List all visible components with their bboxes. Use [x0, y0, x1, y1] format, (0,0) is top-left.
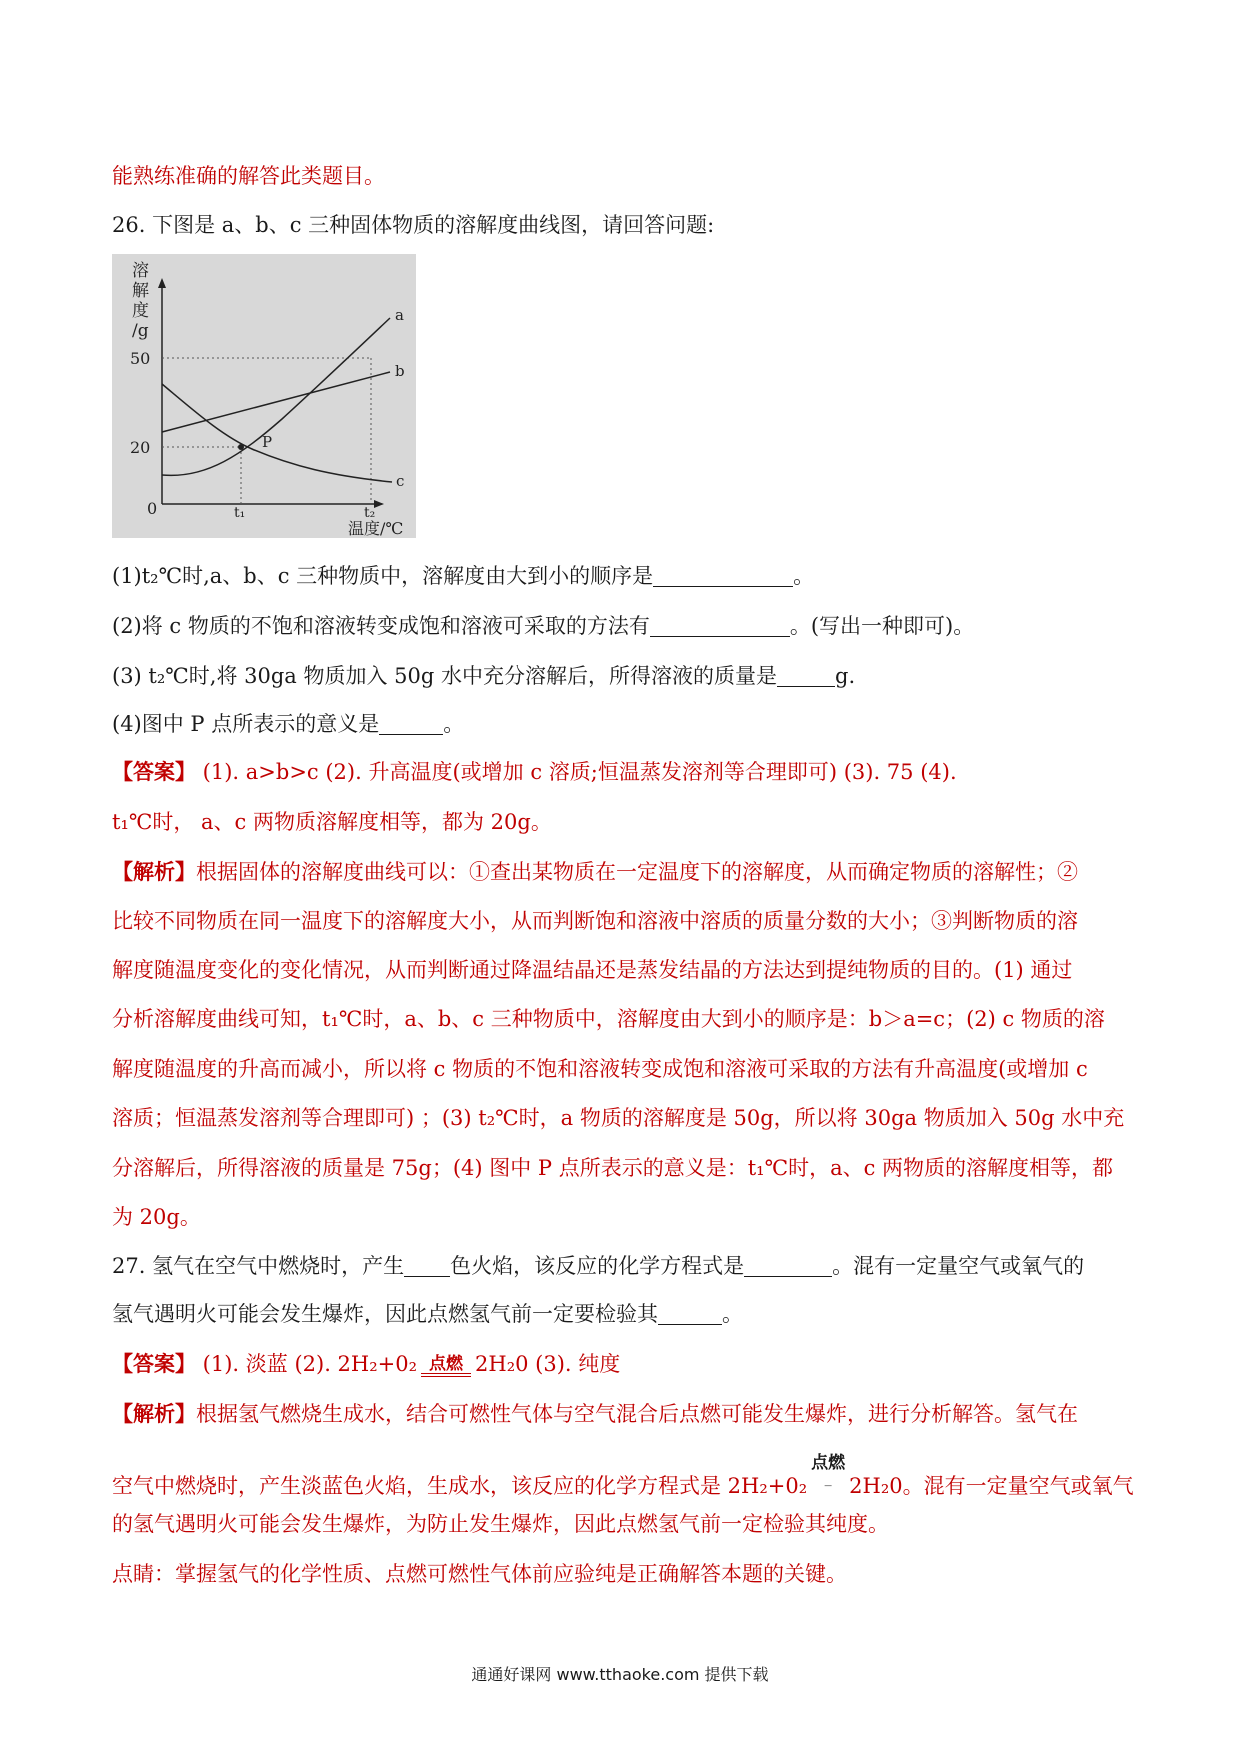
q27-line2-text: 氢气遇明火可能会发生爆炸，因此点燃氢气前一定要检验其	[112, 1302, 658, 1326]
point-p-label: P	[262, 433, 273, 451]
q26-sub4-blank[interactable]	[379, 711, 443, 735]
q27-analysis-text1: 根据氢气燃烧生成水，结合可燃性气体与空气混合后点燃可能发生爆炸，进行分析解答。氢气在	[196, 1402, 1078, 1426]
ytick-20: 20	[130, 438, 151, 457]
q27-answer-tag: 【答案】	[112, 1351, 196, 1376]
q26-sub4-end: 。	[443, 712, 465, 736]
curve-b	[162, 372, 390, 432]
q27-answer-text1: (1). 淡蓝 (2). 2H₂+0₂	[196, 1352, 418, 1376]
origin-label: 0	[147, 499, 158, 518]
q27-line2	[112, 1298, 743, 1328]
q27-analysis-text2a: 空气中燃烧时，产生淡蓝色火焰，生成水，该反应的化学方程式是 2H₂+0₂	[112, 1474, 808, 1498]
q26-analysis-text1: 根据固体的溶解度曲线可以：①查出某物质在一定温度下的溶解度，从而确定物质的溶解性；②	[196, 860, 1078, 884]
q27-analysis-text2b: 2H₂0。混有一定量空气或氧气	[849, 1474, 1134, 1498]
q26-analysis-line1	[112, 856, 1078, 886]
ylabel-char-3: 度	[132, 301, 149, 321]
q27-analysis-eq-mark: _	[824, 1471, 832, 1487]
q27-analysis-line3: 的氢气遇明火可能会发生爆炸，为防止发生爆炸，因此点燃氢气前一定检验其纯度。	[112, 1512, 889, 1536]
y-axis-arrow	[158, 278, 166, 288]
q26-answer-text1: (1). a>b>c (2). 升高温度(或增加 c 溶质;恒温蒸发溶剂等合理即可) (3). 75 (4).	[196, 760, 957, 784]
q27-stem-text2: 色火焰，该反应的化学方程式是	[450, 1254, 745, 1278]
curve-a	[162, 318, 390, 475]
q26-sub2-blank[interactable]	[650, 613, 790, 637]
q26-stem: 26. 下图是 a、b、c 三种固体物质的溶解度曲线图，请回答问题:	[112, 213, 715, 237]
q26-analysis-line4: 分析溶解度曲线可知，t₁℃时，a、b、c 三种物质中，溶解度由大到小的顺序是：b＞a=c；(2) c 物质的溶	[112, 1007, 1105, 1031]
curve-b-label: b	[395, 362, 405, 380]
q26-sub2-end: 。(写出一种即可)。	[789, 614, 975, 638]
q26-sub1-end: 。	[793, 564, 815, 588]
q27-answer-text2: 2H₂0 (3). 纯度	[475, 1352, 621, 1376]
curve-a-label: a	[395, 306, 404, 324]
ylabel-char-1: 溶	[132, 261, 149, 281]
ytick-50: 50	[130, 349, 151, 368]
q27-analysis-line2	[112, 1455, 1134, 1500]
q27-blank-equation[interactable]	[744, 1253, 832, 1277]
q26-sub1-blank[interactable]	[653, 563, 793, 587]
q26-analysis-line6: 溶质；恒温蒸发溶剂等合理即可) ；(3) t₂℃时，a 物质的溶解度是 50g，所以将 30ga 物质加入 50g 水中充	[112, 1106, 1125, 1130]
q27-blank-purity[interactable]	[658, 1301, 722, 1325]
q27-blank-color[interactable]	[404, 1253, 450, 1277]
q27-answer	[112, 1348, 620, 1378]
xtick-t2: t₂	[364, 505, 376, 521]
ylabel-char-4: /g	[132, 321, 149, 341]
q27-stem-text3: 。混有一定量空气或氧气的	[832, 1254, 1085, 1278]
q27-tip: 点睛：掌握氢气的化学性质、点燃可燃性气体前应验纯是正确解答本题的关键。	[112, 1562, 847, 1586]
curve-c-label: c	[396, 472, 405, 490]
q26-analysis-line3: 解度随温度变化的变化情况，从而判断通过降温结晶还是蒸发结晶的方法达到提纯物质的目的。(1) 通过	[112, 958, 1073, 982]
q26-sub2-text: (2)将 c 物质的不饱和溶液转变成饱和溶液可采取的方法有	[112, 614, 650, 638]
q26-sub3	[112, 660, 855, 690]
q27-stem-text1: 27. 氢气在空气中燃烧时，产生	[112, 1254, 405, 1278]
q26-analysis-line8: 为 20g。	[112, 1205, 201, 1229]
x-axis-arrow	[374, 500, 384, 508]
q27-stem	[112, 1250, 1084, 1280]
xtick-t1: t₁	[234, 505, 246, 521]
q27-analysis-eq-condition: 点燃	[811, 1453, 846, 1473]
q26-sub3-blank[interactable]	[777, 663, 835, 687]
top-remark: 能熟练准确的解答此类题目。	[112, 164, 385, 188]
q26-answer-tag: 【答案】	[112, 759, 196, 784]
solubility-chart-svg	[112, 254, 416, 538]
solubility-chart	[112, 254, 416, 538]
q27-analysis-line1	[112, 1398, 1078, 1428]
page-footer: 通通好课网 www.tthaoke.com 提供下载	[471, 1665, 769, 1684]
ylabel-char-2: 解	[132, 281, 149, 301]
q27-analysis-tag: 【解析】	[112, 1401, 196, 1426]
q27-answer-eq-condition: 点燃	[429, 1354, 464, 1374]
q26-answer-line1	[112, 756, 957, 786]
curve-c	[162, 384, 392, 482]
q26-analysis-line5: 解度随温度的升高而减小，所以将 c 物质的不饱和溶液转变成饱和溶液可采取的方法有升高温度(或增加 c	[112, 1057, 1088, 1081]
q26-analysis-tag: 【解析】	[112, 859, 196, 884]
q27-line2-end: 。	[722, 1302, 743, 1326]
q26-sub4-text: (4)图中 P 点所表示的意义是	[112, 712, 380, 736]
q26-sub4	[112, 708, 464, 738]
q26-sub1	[112, 560, 814, 590]
q26-sub3-end: g.	[835, 664, 856, 688]
q26-answer-line2: t₁℃时， a、c 两物质溶解度相等，都为 20g。	[112, 810, 552, 834]
q26-sub1-text: (1)t₂℃时,a、b、c 三种物质中，溶解度由大到小的顺序是	[112, 564, 654, 588]
q27-answer-eq-sign	[421, 1356, 471, 1377]
q26-sub2	[112, 610, 974, 640]
q26-analysis-line2: 比较不同物质在同一温度下的溶解度大小，从而判断饱和溶液中溶质的质量分数的大小；③判断物质的溶	[112, 909, 1078, 933]
q26-analysis-line7: 分溶解后，所得溶液的质量是 75g；(4) 图中 P 点所表示的意义是：t₁℃时，a、c 两物质的溶解度相等，都	[112, 1156, 1114, 1180]
q26-sub3-text: (3) t₂℃时,将 30ga 物质加入 50g 水中充分溶解后，所得溶液的质量是	[112, 664, 777, 688]
q27-analysis-eq-sign	[811, 1455, 845, 1486]
xlabel: 温度/℃	[348, 519, 404, 538]
point-p	[238, 444, 244, 450]
